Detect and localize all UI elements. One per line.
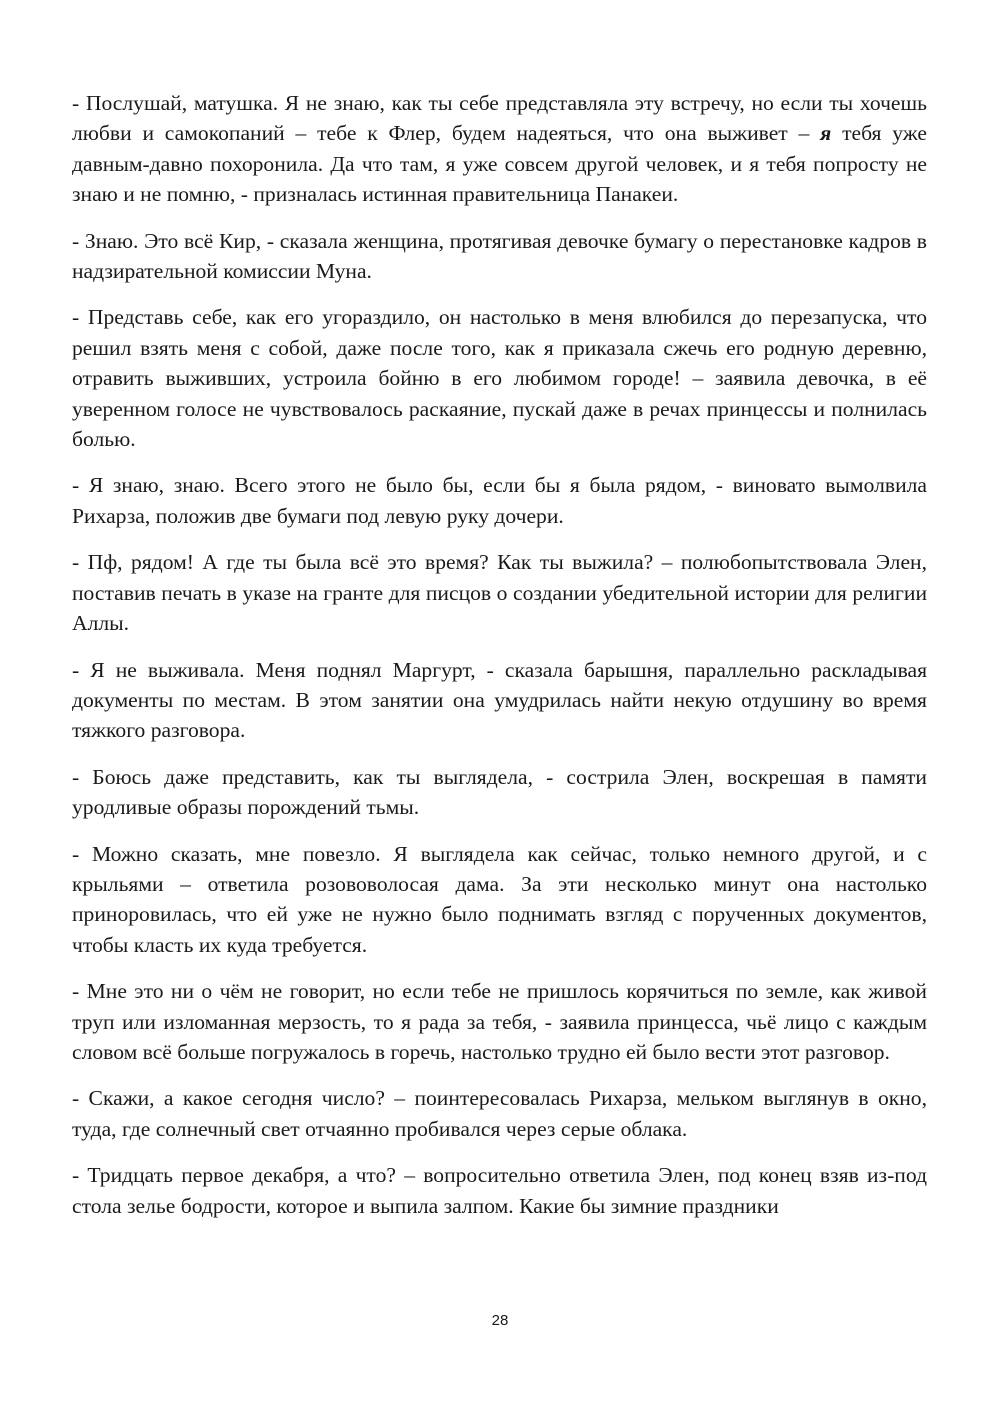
- page-number: 28: [491, 1312, 509, 1329]
- paragraph-1-text-before: - Послушай, матушка. Я не знаю, как ты себе представляла эту встречу, но если ты хочешь любви и самокопаний – тебе к Флер, будем надеяться, что она выживет –: [72, 91, 927, 146]
- paragraph-1-text-after: тебя уже давным-давно похоронила. Да что там, я уже совсем другой человек, и я тебя попросту не знаю и не помню, - призналась истинная правительница Панакеи.: [72, 121, 928, 207]
- paragraph-10: - Скажи, а какое сегодня число? – поинтересовалась Рихарза, мельком выглянув в окно, туда, где солнечный свет отчаянно пробивался через серые облака.: [72, 1086, 927, 1141]
- paragraph-7: - Боюсь даже представить, как ты выглядела, - сострила Элен, воскрешая в памяти уродливые образы порождений тьмы.: [72, 764, 927, 820]
- paragraph-11: - Тридцать первое декабря, а что? – вопросительно ответила Элен, под конец взяв из-под стола зелье бодрости, которое и выпила залпом. Какие бы зимние праздники: [72, 1163, 927, 1218]
- paragraph-9: - Мне это ни о чём не говорит, но если тебе не пришлось корячиться по земле, как живой труп или изломанная мерзость, то я рада за тебя, - заявила принцесса, чьё лицо с каждым словом всё больше погружалось в горечь, настолько трудно ей было вести этот разговор.: [72, 979, 927, 1064]
- paragraph-2: - Знаю. Это всё Кир, - сказала женщина, протягивая девочке бумагу о перестановке кадров в надзирательной комиссии Муна.: [72, 228, 927, 284]
- paragraph-6: - Я не выживала. Меня поднял Маргурт, - сказала барышня, параллельно раскладывая документы по местам. В этом занятии она умудрилась найти некую отдушину во время тяжкого разговора.: [72, 657, 927, 743]
- document-body: [72, 88, 927, 1221]
- paragraph-3: - Представь себе, как его угораздило, он настолько в меня влюбился до перезапуска, что решил взять меня с собой, даже после того, как я приказала сжечь его родную деревню, отравить выживших, устроила бойню в его любимом городе! – заявила девочка, в её уверенном голосе не чувствовалось раскаяние, пускай даже в речах принцессы и полнилась болью.: [72, 305, 927, 452]
- paragraph-5: - Пф, рядом! А где ты была всё это время? Как ты выжила? – полюбопытствовала Элен, поставив печать в указе на гранте для писцов о создании убедительной истории для религии Аллы.: [72, 550, 927, 636]
- paragraph-1-emphasis: я: [820, 121, 832, 146]
- paragraph-4: - Я знаю, знаю. Всего этого не было бы, если бы я была рядом, - виновато вымолвила Рихарза, положив две бумаги под левую руку дочери.: [72, 473, 927, 528]
- paragraph-8: - Можно сказать, мне повезло. Я выглядела как сейчас, только немного другой, и с крыльями – ответила розововолосая дама. За эти несколько минут она настолько приноровилась, что ей уже не нужно было поднимать взгляд с порученных документов, чтобы класть их куда требуется.: [72, 841, 927, 957]
- paragraph-1: [72, 88, 927, 210]
